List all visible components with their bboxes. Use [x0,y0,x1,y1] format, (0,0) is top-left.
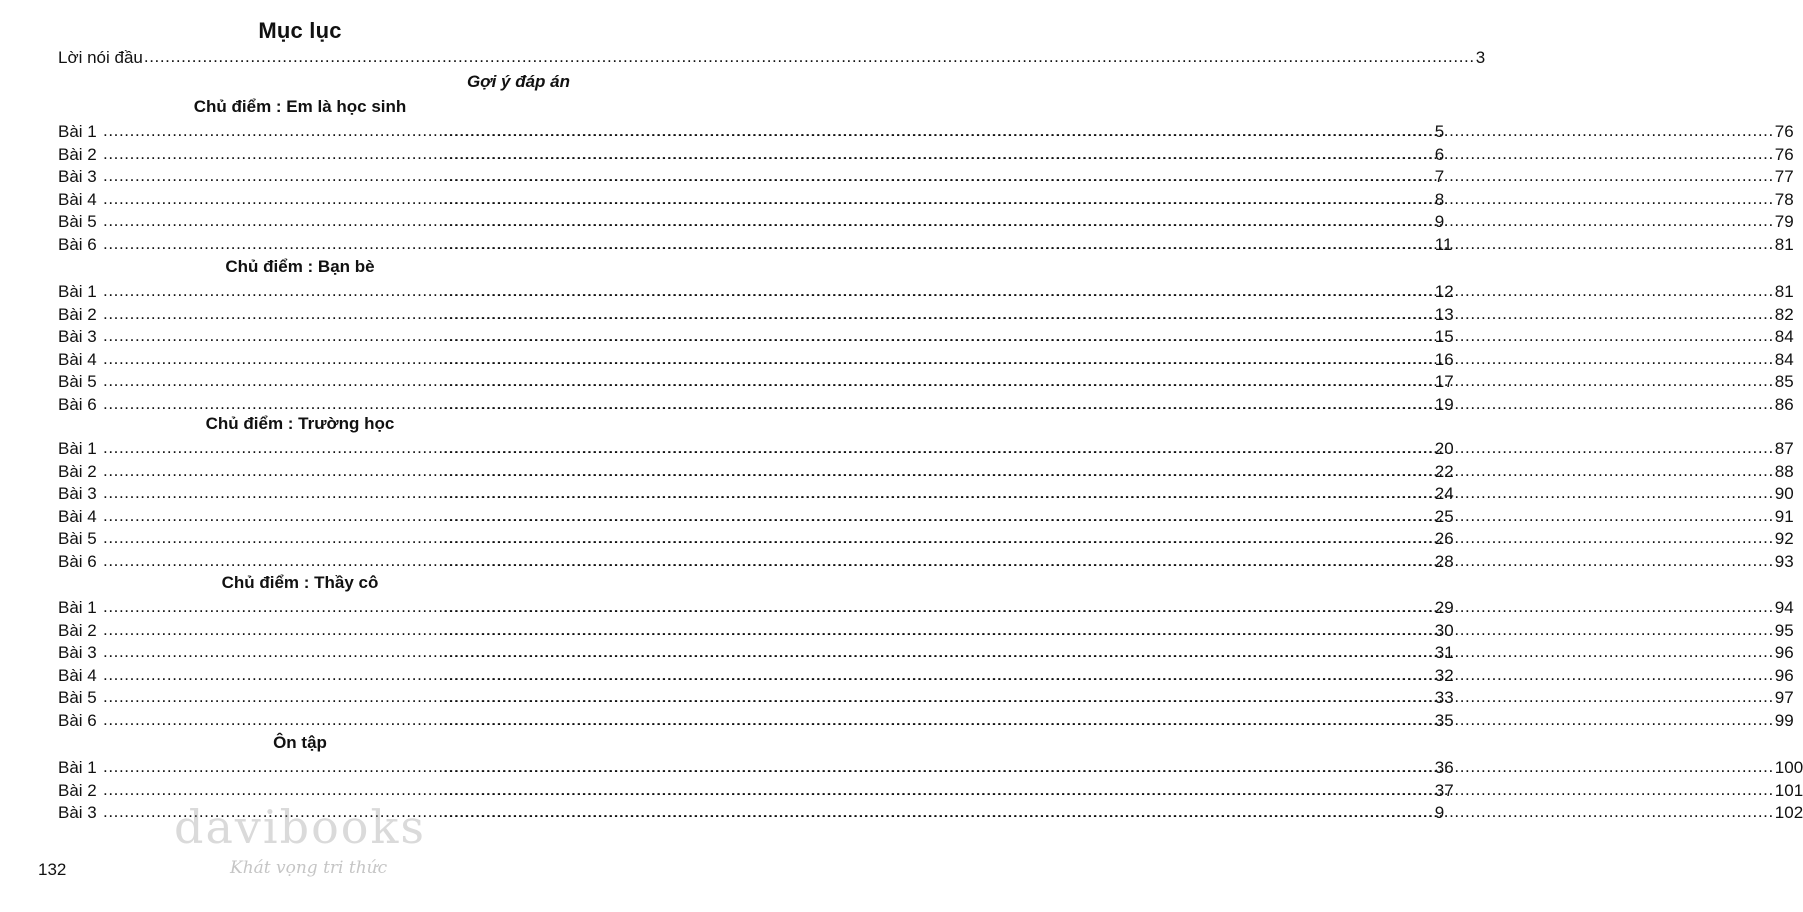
toc-entry [58,281,1794,303]
dot-leader [443,505,1774,527]
dot-leader [443,641,1774,663]
dot-leader [443,210,1774,232]
lesson-page: 35 [1434,710,1454,730]
toc-entry [58,551,1794,573]
lesson-page: 5 [1434,122,1445,141]
dot-leader [443,664,1774,686]
answer-page: 97 [1774,688,1794,707]
lesson-name: Bài 3 [58,484,97,503]
lesson-name: Bài 4 [58,189,97,209]
dot-leader [443,482,1774,504]
toc-entry [58,506,1794,528]
dot-leader [443,393,1774,415]
lesson-page: 16 [1434,349,1454,369]
dot-leader [443,619,1774,641]
toc-entry [58,757,1803,779]
answer-page: 96 [1774,665,1794,685]
lesson-name: Bài 6 [58,234,97,254]
dot-leader [443,325,1774,347]
dot-leader [443,686,1774,708]
lesson-page: 29 [1434,598,1454,617]
toc-entry [58,121,1794,143]
answer-page: 92 [1774,529,1794,548]
answer-page: 101 [1774,780,1803,800]
lesson-name: Bài 5 [58,688,97,707]
lesson-page: 24 [1434,484,1454,503]
lesson-name: Bài 3 [58,643,97,662]
lesson-name: Bài 1 [58,598,97,617]
toc-entry [58,620,1794,642]
lesson-name: Bài 3 [58,803,97,822]
section-heading: Chủ điểm : Trường học [205,414,395,433]
toc-entry [58,710,1794,732]
lesson-name: Bài 3 [58,327,97,346]
watermark-logo: davibooks [174,800,426,854]
watermark-tagline: Khát vọng tri thức [230,858,388,878]
answer-page: 87 [1774,439,1794,458]
dot-leader [443,303,1774,325]
lesson-name: Bài 2 [58,461,97,481]
dot-leader [443,437,1774,459]
section-heading: Chủ điểm : Em là học sinh [193,97,407,116]
answer-page: 79 [1774,212,1794,231]
foreword-page: 3 [1475,48,1486,67]
lesson-name: Bài 2 [58,620,97,640]
answer-page: 102 [1774,803,1803,822]
lesson-page: 12 [1434,282,1454,301]
toc-entry [58,166,1794,188]
lesson-name: Bài 5 [58,529,97,548]
answer-page: 82 [1774,304,1794,324]
toc-entry [58,371,1794,393]
lesson-name: Bài 5 [58,212,97,231]
dot-leader [443,756,1774,778]
dot-leader [443,370,1774,392]
toc-entry [58,597,1794,619]
foreword-entry [58,47,1486,69]
toc-entry [58,461,1794,483]
lesson-name: Bài 6 [58,551,97,571]
section-heading: Chủ điểm : Bạn bè [225,257,375,276]
lesson-name: Bài 4 [58,665,97,685]
dot-leader [144,46,1475,68]
lesson-page: 31 [1434,643,1454,662]
answer-page: 84 [1774,327,1794,346]
lesson-page: 32 [1434,665,1454,685]
lesson-name: Bài 4 [58,506,97,526]
dot-leader [443,709,1774,731]
lesson-page: 20 [1434,439,1454,458]
lesson-name: Bài 2 [58,144,97,164]
lesson-page: 30 [1434,620,1454,640]
section-heading: Ôn tập [273,733,327,752]
toc-entry [58,642,1794,664]
toc-entry [58,780,1803,802]
lesson-page: 22 [1434,461,1454,481]
dot-leader [443,143,1774,165]
dot-leader [443,460,1774,482]
dot-leader [443,120,1774,142]
answer-page: 90 [1774,484,1794,503]
toc-entry [58,483,1794,505]
answer-page: 76 [1774,122,1794,141]
dot-leader [443,165,1774,187]
section-heading: Chủ điểm : Thầy cô [221,573,379,592]
lesson-page: 19 [1434,394,1454,414]
toc-entry [58,304,1794,326]
lesson-page: 25 [1434,506,1454,526]
toc-entry [58,665,1794,687]
answer-page: 91 [1774,506,1794,526]
dot-leader [443,233,1774,255]
lesson-page: 33 [1434,688,1454,707]
toc-entry [58,189,1794,211]
page-title: Mục lục [258,18,342,43]
toc-entry [58,144,1794,166]
answer-page: 78 [1774,189,1794,209]
lesson-name: Bài 2 [58,304,97,324]
toc-entry [58,687,1794,709]
lesson-name: Bài 1 [58,758,97,777]
lesson-page: 28 [1434,551,1454,571]
lesson-name: Bài 1 [58,439,97,458]
dot-leader [443,527,1774,549]
lesson-page: 17 [1434,372,1454,391]
toc-entry [58,438,1794,460]
toc-entry [58,528,1794,550]
dot-leader [443,550,1774,572]
answer-page: 84 [1774,349,1794,369]
dot-leader [443,280,1774,302]
dot-leader [443,188,1774,210]
answer-page: 99 [1774,710,1794,730]
foreword-label: Lời nói đầu [58,48,143,67]
dot-leader [443,779,1774,801]
answer-page: 95 [1774,620,1794,640]
lesson-name: Bài 6 [58,394,97,414]
lesson-name: Bài 5 [58,372,97,391]
answer-page: 88 [1774,461,1794,481]
toc-entry [58,394,1794,416]
answer-page: 93 [1774,551,1794,571]
lesson-page: 15 [1434,327,1454,346]
lesson-name: Bài 3 [58,167,97,186]
dot-leader [443,348,1774,370]
answer-page: 86 [1774,394,1794,414]
answer-page: 81 [1774,234,1794,254]
toc-entry [58,211,1794,233]
dot-leader [443,596,1774,618]
page-number: 132 [38,860,67,879]
lesson-name: Bài 4 [58,349,97,369]
lesson-name: Bài 1 [58,122,97,141]
dot-leader [443,801,1774,823]
answer-page: 96 [1774,643,1794,662]
lesson-page: 9 [1434,803,1445,822]
answer-page: 100 [1774,758,1803,777]
answer-page: 76 [1774,144,1794,164]
lesson-page: 7 [1434,167,1445,186]
toc-entry [58,326,1794,348]
answers-column-header: Gợi ý đáp án [466,72,570,91]
lesson-name: Bài 2 [58,780,97,800]
lesson-page: 36 [1434,758,1454,777]
lesson-page: 9 [1434,212,1445,231]
lesson-page: 6 [1434,144,1445,164]
lesson-page: 11 [1434,234,1453,254]
answer-page: 77 [1774,167,1794,186]
toc-entry [58,349,1794,371]
lesson-page: 37 [1434,780,1454,800]
lesson-page: 13 [1434,304,1454,324]
answer-page: 85 [1774,372,1794,391]
lesson-name: Bài 1 [58,282,97,301]
answer-page: 94 [1774,598,1794,617]
lesson-name: Bài 6 [58,710,97,730]
lesson-page: 8 [1434,189,1445,209]
answer-page: 81 [1774,282,1794,301]
toc-entry [58,234,1794,256]
lesson-page: 26 [1434,529,1454,548]
